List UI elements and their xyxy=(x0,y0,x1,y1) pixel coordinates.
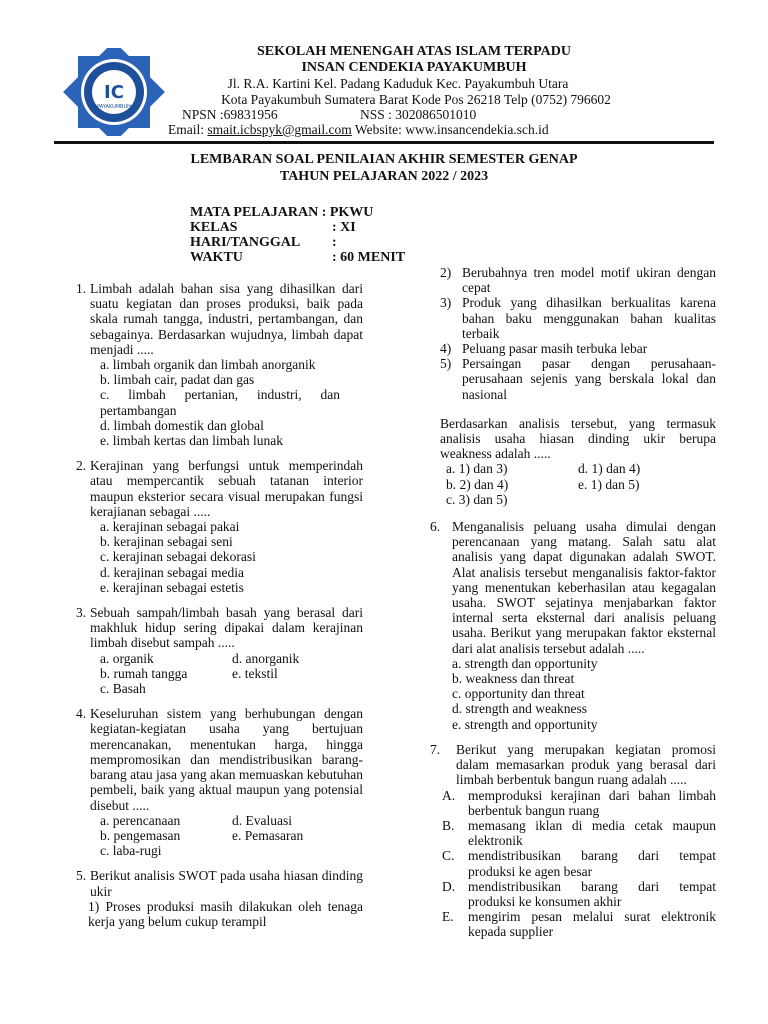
option-b[interactable]: b. 2) dan 4) xyxy=(446,476,509,492)
option-b[interactable]: b. weakness dan threat xyxy=(452,671,575,687)
question-5-stem: Berdasarkan analisis tersebut, yang termasuk analisis usaha hiasan dinding ukir berupa weakness adalah ..... xyxy=(440,415,716,462)
nss: NSS : 302086501010 xyxy=(360,107,477,122)
question-text: Keseluruhan sistem yang berhubungan dengan kegiatan-kegiatan usaha yang bertujuan merencanakan, menentukan harga, hingga mempromosikan dan mendistribusikan barang-barang atau jasa yang akan memuaskan kebutuhan pembeli, baik yang aktual maupun yang potensial disebut ..... xyxy=(90,706,363,813)
question-5-continued: 2) Berubahnya tren model motif ukiran dengan cepat 3) Produk yang dihasilkan berkualitas karena bahan baku menggunakan bahan kualitas terbaik 4) Peluang pasar masih terbuka lebar 5) Persaingan pasar dengan perusahaan-perusahaan sejenis yang berskala lokal dan nasional xyxy=(440,265,716,402)
email-label: Email: xyxy=(168,122,204,137)
logo-caption: PAYAKUMBUH xyxy=(97,104,131,110)
logo-letters: IC xyxy=(104,82,124,103)
question-4: 4. Keseluruhan sistem yang berhubungan dengan kegiatan-kegiatan usaha yang bertujuan merencanakan, menentukan harga, hingga mempromosikan dan mendistribusikan barang-barang atau jasa yang akan memuaskan kebutuhan pembeli, baik yang aktual maupun yang potensial disebut ..... a. perencanaan d. Evaluasi b. pengemasan e. Pemasaran c. laba-rugi xyxy=(76,706,363,859)
hari-label: HARI/TANGGAL xyxy=(190,235,301,250)
header-divider xyxy=(54,141,714,144)
option-c[interactable]: c. kerajinan sebagai dekorasi xyxy=(100,549,256,565)
option-e[interactable]: mengirim pesan melalui surat elektronik kepada supplier xyxy=(468,909,716,940)
npsn: NPSN :69831956 xyxy=(182,107,278,122)
school-name-2: INSAN CENDEKIA PAYAKUMBUH xyxy=(301,60,527,75)
swot-point-5: Persaingan pasar dengan perusahaan-perusahaan sejenis yang berskala lokal dan nasional xyxy=(462,356,716,402)
option-a[interactable]: a. kerajinan sebagai pakai xyxy=(100,519,240,535)
question-7: 7. Berikut yang merupakan kegiatan promosi dalam memasarkan produk yang berasal dari limbah berbentuk bangun ruang adalah ..... A. memproduksi kerajinan dari bahan limbah berbentuk bangun ruang B. memasang iklan di media cetak maupun elektronik C. mendistribusikan barang dari tempat produksi ke agen besar D. mendistribusikan barang dari tempat produksi ke konsumen akhir E. mengirim pesan melalui surat elektronik kepada supplier xyxy=(430,741,716,940)
option-b[interactable]: b. rumah tangga xyxy=(100,665,188,681)
option-e[interactable]: e. 1) dan 5) xyxy=(578,476,640,492)
option-d[interactable]: d. Evaluasi xyxy=(232,812,292,828)
question-text: Sebuah sampah/limbah basah yang berasal dari makhluk hidup sering dipakai dalam kerajinan limbah disebut sampah ..... xyxy=(90,605,363,651)
option-b[interactable]: memasang iklan di media cetak maupun elektronik xyxy=(468,817,716,849)
option-c[interactable]: c. opportunity dan threat xyxy=(452,686,585,702)
option-d[interactable]: d. kerajinan sebagai media xyxy=(100,564,244,580)
school-name: SEKOLAH MENENGAH ATAS ISLAM TERPADU xyxy=(256,44,571,59)
option-d[interactable]: mendistribusikan barang dari tempat produksi ke konsumen akhir xyxy=(468,878,716,909)
swot-point-4: Peluang pasar masih terbuka lebar xyxy=(462,341,648,357)
option-c[interactable]: c. limbah pertanian, industri, dan pertambangan xyxy=(100,387,340,418)
option-a[interactable]: a. strength dan opportunity xyxy=(452,655,598,671)
option-d[interactable]: d. anorganik xyxy=(232,650,300,666)
option-d[interactable]: d. 1) dan 4) xyxy=(578,461,641,477)
option-e[interactable]: e. kerajinan sebagai estetis xyxy=(100,579,244,595)
email-link[interactable]: smait.icbspyk@gmail.com xyxy=(207,122,352,137)
exam-title: LEMBARAN SOAL PENILAIAN AKHIR SEMESTER GENAP xyxy=(190,152,578,167)
question-text: Berikut yang merupakan kegiatan promosi dalam memasarkan produk yang berasal dari limbah berbentuk bangun ruang adalah ..... xyxy=(456,741,716,788)
question-6: 6. Menganalisis peluang usaha dimulai dengan perencanaan yang matang. Salah satu alat analisis yang dapat digunakan adalah SWOT. Alat analisis tersebut menganalisis faktor-faktor yang menentukan keberhasilan atau kegagalan usaha. SWOT sejatinya menjabarkan faktor internal serta eksternal dari analisis peluang usaha. Berikut yang merupakan faktor eksternal dari alat analisis tersebut adalah ..... a. strength dan opportunity b. weakness dan threat c. opportunity dan threat d. strength and weakness e. strength and opportunity xyxy=(430,519,716,732)
waktu-value: : 60 MENIT xyxy=(332,250,406,265)
swot-point-1: 1) Proses produksi masih dilakukan oleh tenaga kerja yang belum cukup terampil xyxy=(88,898,363,929)
option-d[interactable]: d. strength and weakness xyxy=(452,701,587,717)
address-line-1: Jl. R.A. Kartini Kel. Padang Kaduduk Kec. Payakumbuh Utara xyxy=(227,76,569,91)
option-c[interactable]: c. laba-rugi xyxy=(100,843,162,859)
option-d[interactable]: d. limbah domestik dan global xyxy=(100,417,264,433)
question-2: 2. Kerajinan yang berfungsi untuk memperindah atau mempercantik sebuah tatanan interior maupun eksterior secara visual merupakan fungsi kerajianan sebagai ..... a. kerajinan sebagai pakai b. kerajinan sebagai seni c. kerajinan sebagai dekorasi d. kerajinan sebagai media e. kerajinan sebagai estetis xyxy=(76,458,363,595)
address-line-2: Kota Payakumbuh Sumatera Barat Kode Pos 26218 Telp (0752) 796602 xyxy=(221,92,611,107)
kelas-value: : XI xyxy=(332,220,356,235)
option-a[interactable]: a. perencanaan xyxy=(100,812,181,828)
option-a[interactable]: a. 1) dan 3) xyxy=(446,461,508,477)
subject-row: MATA PELAJARAN : PKWU xyxy=(190,205,374,220)
question-1: 1. Limbah adalah bahan sisa yang dihasilkan dari suatu kegiatan dan proses produksi, baik pada skala rumah tangga, industri, pertambangan, dan sebagainya. Berdasarkan wujudnya, limbah dapat menjadi ..... a. limbah organik dan limbah anorganik b. limbah cair, padat dan gas c. limbah pertanian, industri, dan pertambangan d. limbah domestik dan global e. limbah kertas dan limbah lunak xyxy=(76,281,363,449)
option-c[interactable]: c. 3) dan 5) xyxy=(446,491,508,507)
option-a[interactable]: a. limbah organik dan limbah anorganik xyxy=(100,357,316,373)
option-c[interactable]: c. Basah xyxy=(100,681,146,697)
option-e[interactable]: e. limbah kertas dan limbah lunak xyxy=(100,433,283,449)
swot-point-3: Produk yang dihasilkan berkualitas karena bahan baku menggunakan bahan kualitas terbaik xyxy=(462,295,716,341)
option-e[interactable]: e. tekstil xyxy=(232,665,278,681)
option-c[interactable]: mendistribusikan barang dari tempat produksi ke agen besar xyxy=(468,848,716,879)
question-text: Menganalisis peluang usaha dimulai dengan perencanaan yang matang. Salah satu alat analisis yang dapat digunakan adalah SWOT. Alat analisis tersebut menganalisis faktor-faktor yang menentukan keberhasilan atau kegagalan usaha. SWOT sejatinya menjabarkan faktor internal serta eksternal dari analisis peluang usaha. Berikut yang merupakan faktor eksternal dari alat analisis tersebut adalah ..... xyxy=(452,519,716,656)
contact-line xyxy=(168,122,549,138)
option-b[interactable]: b. kerajinan sebagai seni xyxy=(100,534,233,550)
question-5-start: 5. Berikut analisis SWOT pada usaha hiasan dinding ukir 1) Proses produksi masih dilakukan oleh tenaga kerja yang belum cukup terampil xyxy=(76,868,363,929)
right-column xyxy=(430,265,716,940)
option-e[interactable]: e. Pemasaran xyxy=(232,827,304,843)
exam-year: TAHUN PELAJARAN 2022 / 2023 xyxy=(279,169,489,184)
option-b[interactable]: b. pengemasan xyxy=(100,827,181,843)
option-b[interactable]: b. limbah cair, padat dan gas xyxy=(100,372,255,388)
kelas-label: KELAS xyxy=(190,220,238,235)
question-text: Limbah adalah bahan sisa yang dihasilkan dari suatu kegiatan dan proses produksi, baik pada skala rumah tangga, industri, pertambangan, dan sebagainya. Berdasarkan wujudnya, limbah dapat menjadi ..... xyxy=(90,281,363,357)
hari-value: : xyxy=(332,235,337,250)
left-column xyxy=(76,281,363,939)
question-text: Kerajinan yang berfungsi untuk memperindah atau mempercantik sebuah tatanan interior maupun eksterior secara visual merupakan fungsi kerajianan sebagai ..... xyxy=(90,458,363,519)
website: Website: www.insancendekia.sch.id xyxy=(351,122,549,137)
question-text: Berikut analisis SWOT pada usaha hiasan dinding ukir xyxy=(90,868,363,899)
option-a[interactable]: memproduksi kerajinan dari bahan limbah berbentuk bangun ruang xyxy=(468,787,716,818)
swot-point-2: Berubahnya tren model motif ukiran dengan cepat xyxy=(462,265,716,296)
question-3: 3. Sebuah sampah/limbah basah yang berasal dari makhluk hidup sering dipakai dalam kerajinan limbah disebut sampah ..... a. organik d. anorganik b. rumah tangga e. tekstil c. Basah xyxy=(76,605,363,697)
waktu-label: WAKTU xyxy=(190,250,243,265)
option-a[interactable]: a. organik xyxy=(100,650,154,666)
option-e[interactable]: e. strength and opportunity xyxy=(452,716,598,732)
